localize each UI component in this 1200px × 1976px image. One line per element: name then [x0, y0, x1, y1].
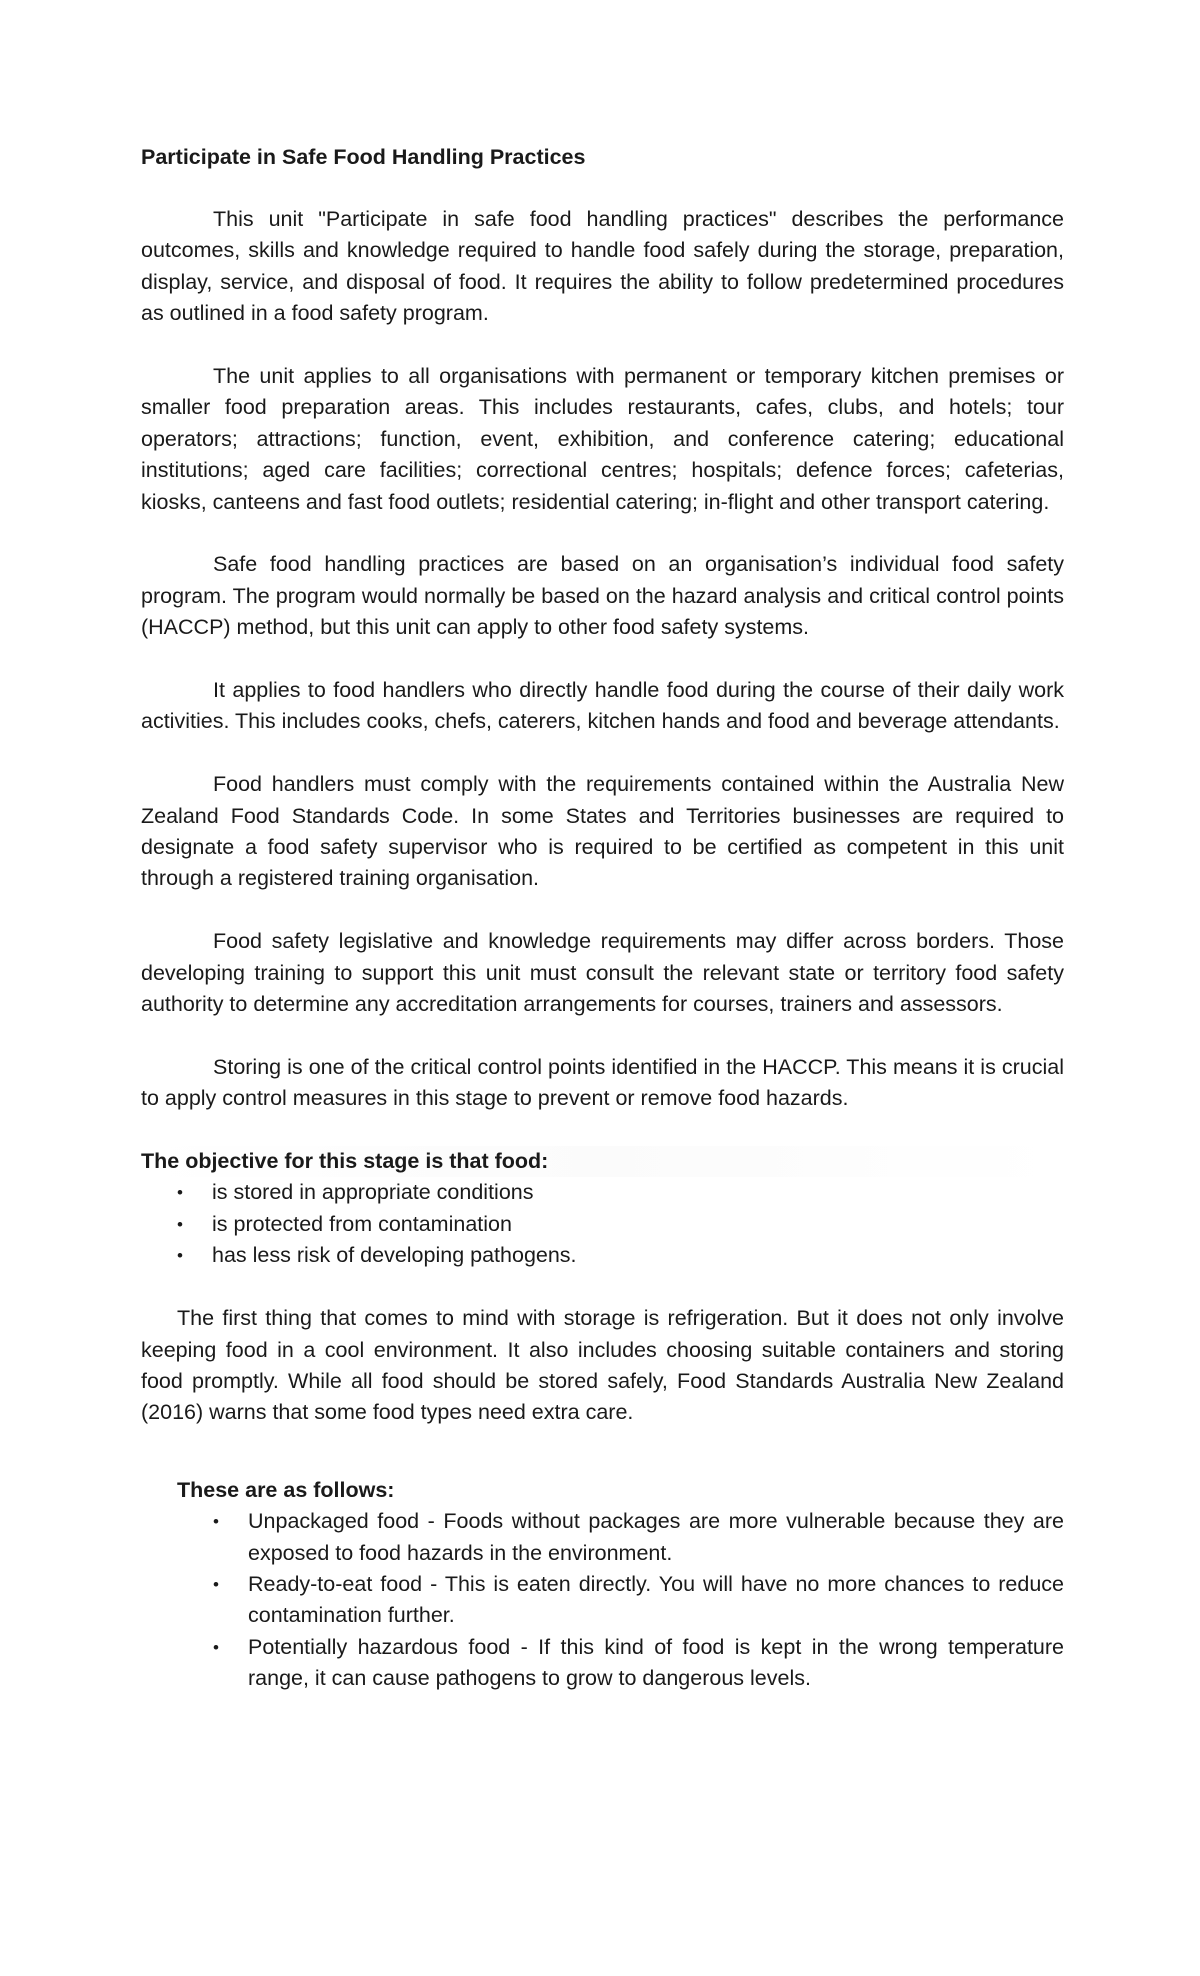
paragraph-unit-description: This unit "Participate in safe food handling practices" describes the performance outcomes, skills and knowledge required to handle food safely during the storage, preparation, display, service, and disposal of food. It requires the ability to follow predetermined procedures as outlined in a food safety program. [141, 207, 1064, 326]
objective-heading-block [141, 1146, 1064, 1177]
bullet-icon: • [213, 1512, 219, 1532]
objective-list [141, 1177, 1064, 1271]
document-title: Participate in Safe Food Handling Practices [141, 145, 586, 169]
paragraph-compliance: Food handlers must comply with the requirements contained within the Australia New Zealand Food Standards Code. In some States and Territories businesses are required to designate a food safety supervisor who is required to be certified as competent in this unit through a registered training organisation. [141, 772, 1064, 891]
paragraph-legislative: Food safety legislative and knowledge requirements may differ across borders. Those developing training to support this unit must consult the relevant state or territory food safety authority to determine any accreditation arrangements for courses, trainers and assessors. [141, 929, 1064, 1017]
bullet-icon: • [177, 1246, 183, 1266]
bullet-icon: • [177, 1214, 183, 1234]
list-item-text: Ready-to-eat food - This is eaten directly. You will have no more chances to reduce contamination further. [248, 1571, 1064, 1628]
paragraph-storage: The first thing that comes to mind with storage is refrigeration. But it does not only involve keeping food in a cool environment. It also includes choosing suitable containers and storing food promptly. While all food should be stored safely, Food Standards Australia New Zealand (2016) warns that some food types need extra care. [141, 1306, 1064, 1425]
paragraph-safe-practices: Safe food handling practices are based on an organisation’s individual food safety program. The program would normally be based on the hazard analysis and critical control points (HACCP) method, but this unit can apply to other food safety systems. [141, 552, 1064, 640]
list-item-text: has less risk of developing pathogens. [212, 1243, 577, 1268]
paragraph-food-handlers: It applies to food handlers who directly handle food during the course of their daily work activities. This includes cooks, chefs, caterers, kitchen hands and food and beverage attendants. [141, 678, 1064, 734]
list-item-text: is protected from contamination [212, 1211, 512, 1236]
follows-heading: These are as follows: [177, 1477, 395, 1502]
objective-heading: The objective for this stage is that food: [141, 1149, 549, 1174]
list-item [141, 1240, 1064, 1271]
paragraph-storing: Storing is one of the critical control points identified in the HACCP. This means it is crucial to apply control measures in this stage to prevent or remove food hazards. [141, 1054, 1064, 1111]
list-item [141, 1506, 1064, 1569]
bullet-icon: • [177, 1183, 183, 1203]
paragraph-unit-applies: The unit applies to all organisations with permanent or temporary kitchen premises or smaller food preparation areas. This includes restaurants, cafes, clubs, and hotels; tour operators; attractions; function, event, exhibition, and conference catering; educational institutions; aged care facilities; correctional centres; hospitals; defence forces; cafeterias, kiosks, canteens and fast food outlets; residential catering; in-flight and other transport catering. [141, 364, 1064, 514]
list-item [141, 1569, 1064, 1632]
list-item-text: is stored in appropriate conditions [212, 1180, 534, 1205]
list-item [141, 1209, 1064, 1240]
document-body [141, 142, 1064, 1726]
bullet-icon: • [213, 1574, 219, 1594]
list-item [141, 1177, 1064, 1208]
list-item [141, 1632, 1064, 1695]
list-item-text: Unpackaged food - Foods without packages are more vulnerable because they are exposed to food hazards in the environment. [248, 1509, 1064, 1565]
bullet-icon: • [213, 1637, 219, 1657]
food-types-list [141, 1506, 1064, 1694]
list-item-text: Potentially hazardous food - If this kind of food is kept in the wrong temperature range, it can cause pathogens to grow to dangerous levels. [248, 1634, 1064, 1691]
